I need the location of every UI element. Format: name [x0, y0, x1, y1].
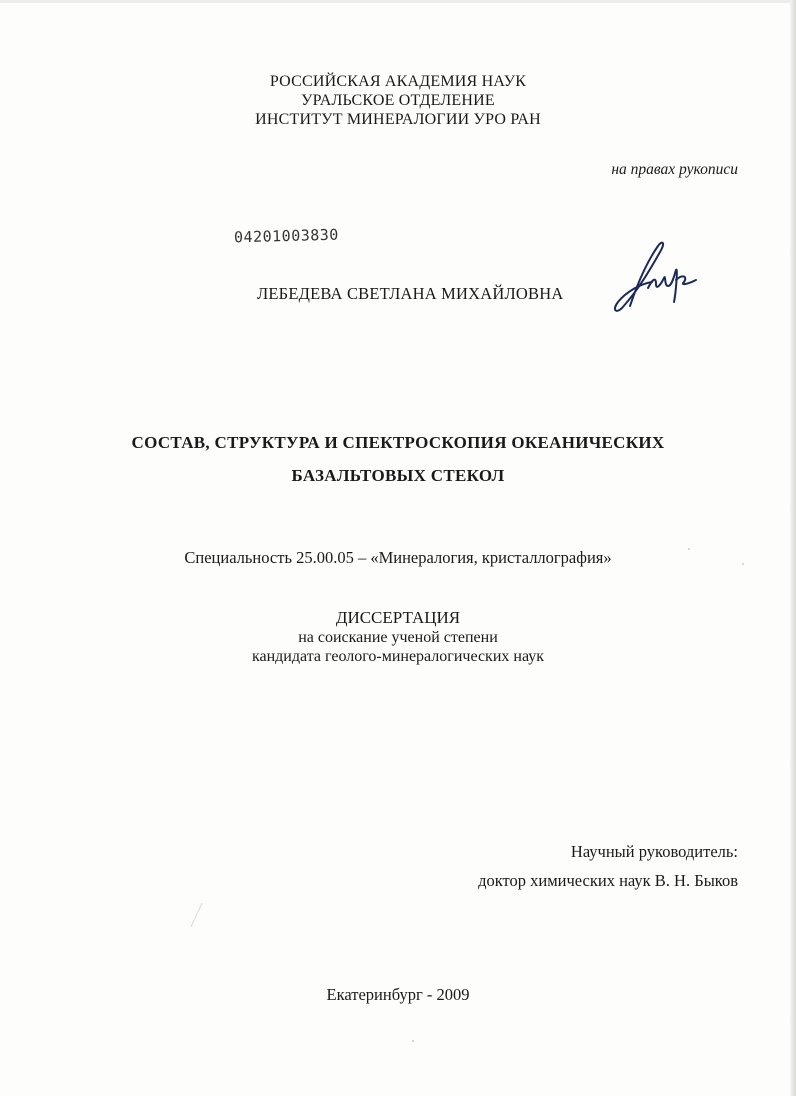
paper-speck	[742, 563, 744, 565]
page-edge-top	[0, 0, 796, 3]
supervisor-label: Научный руководитель:	[570, 842, 738, 861]
dissertation-degree-line-1: на соискание ученой степени	[298, 629, 498, 646]
header-academy: РОССИЙСКАЯ АКАДЕМИЯ НАУК	[269, 73, 527, 90]
signature-icon	[600, 236, 700, 316]
manuscript-note: на правах рукописи	[611, 161, 738, 178]
thesis-title-line-2: БАЗАЛЬТОВЫХ СТЕКОЛ	[291, 466, 505, 485]
supervisor-name: доктор химических наук В. Н. Быков	[478, 871, 738, 890]
author-name: ЛЕБЕДЕВА СВЕТЛАНА МИХАЙЛОВНА	[257, 284, 564, 303]
registration-number: 04201003830	[233, 225, 340, 247]
header-institute: ИНСТИТУТ МИНЕРАЛОГИИ УРО РАН	[255, 111, 541, 128]
paper-mark	[191, 903, 203, 927]
paper-speck	[412, 1040, 414, 1042]
thesis-title-line-1: СОСТАВ, СТРУКТУРА И СПЕКТРОСКОПИЯ ОКЕАНИЧЕСКИХ	[131, 433, 665, 452]
header-branch: УРАЛЬСКОЕ ОТДЕЛЕНИЕ	[301, 92, 495, 109]
dissertation-type: ДИССЕРТАЦИЯ	[335, 608, 461, 627]
dissertation-degree-line-2: кандидата геолого-минералогических наук	[251, 648, 545, 665]
specialty-line: Специальность 25.00.05 – «Минералогия, кристаллография»	[184, 548, 612, 567]
paper-speck	[688, 548, 690, 550]
city-year: Екатеринбург - 2009	[326, 985, 470, 1004]
